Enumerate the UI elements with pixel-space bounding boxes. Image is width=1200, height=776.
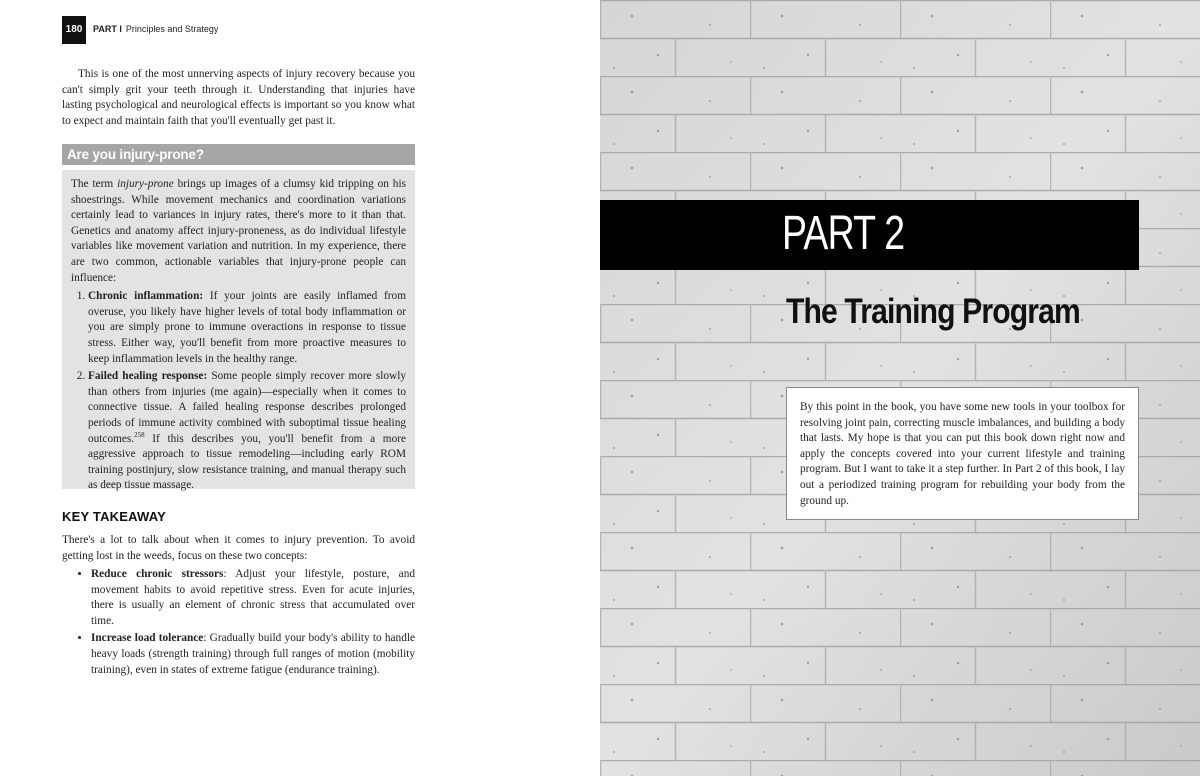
sidebar-item-text: Some people simply recover more slowly than others from injuries (me again)—especially when it comes to connective tissue. A failed healing response describes prolonged periods of immune activity combined with suboptimal tissue healing outcomes. — [88, 370, 406, 445]
running-head-title: Principles and Strategy — [125, 24, 219, 34]
key-takeaway-list — [62, 567, 415, 680]
sidebar-box — [62, 170, 415, 492]
part-intro-box — [786, 387, 1139, 520]
part-title: The Training Program — [786, 292, 1080, 331]
running-head — [93, 24, 218, 34]
part-banner — [600, 200, 1139, 270]
sidebar-intro-term: injury-prone — [117, 178, 174, 190]
sidebar-item-term: Chronic inflammation: — [88, 290, 204, 303]
part-label: PART 2 — [782, 207, 905, 260]
page-number: 180 — [62, 16, 86, 44]
sidebar-list-item — [88, 369, 406, 494]
footnote-ref: 258 — [134, 430, 145, 439]
running-head-part: PART I — [93, 24, 122, 34]
key-takeaway-item — [91, 567, 415, 629]
key-takeaway-term: Increase load tolerance — [91, 632, 204, 645]
sidebar-intro-before: The term — [71, 178, 118, 190]
key-takeaway-text: : Adjust your lifestyle, posture, and movement habits to avoid repetitive stress. Even for acute injuries, there is usually an element of chronic stress that accumulated over time. — [91, 568, 415, 627]
key-takeaway-intro: There's a lot to talk about when it comes to injury prevention. To avoid getting lost in the weeds, focus on these two concepts: — [62, 534, 415, 562]
sidebar-item-term: Failed healing response: — [88, 370, 208, 383]
sidebar-list — [71, 289, 406, 494]
sidebar-item-text: If your joints are easily inflamed from overuse, you likely have higher levels of total body inflammation or you are simply prone to immune overactions in response to tissue stress. Either way, you'll benefit from more proactive measures to keep inflammation levels in the healthy range. — [88, 290, 406, 365]
right-page — [600, 0, 1200, 776]
sidebar-intro-after: brings up images of a clumsy kid tripping on his shoestrings. While movement mechanics and coordination variations certainly lead to variances in injury rates, there's more to it than that. Genetics and anatomy affect injury-proneness, as do individual lifestyle variables like movement variation and nutrition. In my experience, there are two common, actionable variables that injury-prone people can influence: — [71, 178, 406, 284]
key-takeaway-item — [91, 631, 415, 678]
key-takeaway-heading: KEY TAKEAWAY — [62, 509, 167, 524]
sidebar-intro — [71, 177, 406, 286]
sidebar-list-item — [88, 289, 406, 367]
part-intro-text: By this point in the book, you have some new tools in your toolbox for resolving joint pain, correcting muscle imbalances, and building a body that lasts. My hope is that you can put this book down right now and apply the concepts covered into your current lifestyle and training program. But I want to take it a step further. In Part 2 of this book, I lay out a periodized training program for rebuilding your body from the ground up. — [800, 401, 1125, 507]
key-takeaway-text: : Gradually build your body's ability to handle heavy loads (strength training) through full ranges of motion (mobility training), even in states of extreme fatigue (endurance training). — [91, 632, 415, 676]
sidebar-item-text-continued: If this describes you, you'll benefit from a more aggressive approach to tissue remodeling—including early ROM training postinjury, slow resistance training, and manual therapy such as deep tissue massage. — [88, 432, 406, 492]
key-takeaway-term: Reduce chronic stressors — [91, 568, 224, 580]
sidebar-title: Are you injury-prone? — [62, 144, 415, 165]
body-paragraph: This is one of the most unnerving aspects of injury recovery because you can't simply grit your teeth through it. Understanding that injuries have lasting psychological and neurological effects is important so you know what to expect and maintain faith that you'll eventually get past it. — [62, 68, 415, 127]
